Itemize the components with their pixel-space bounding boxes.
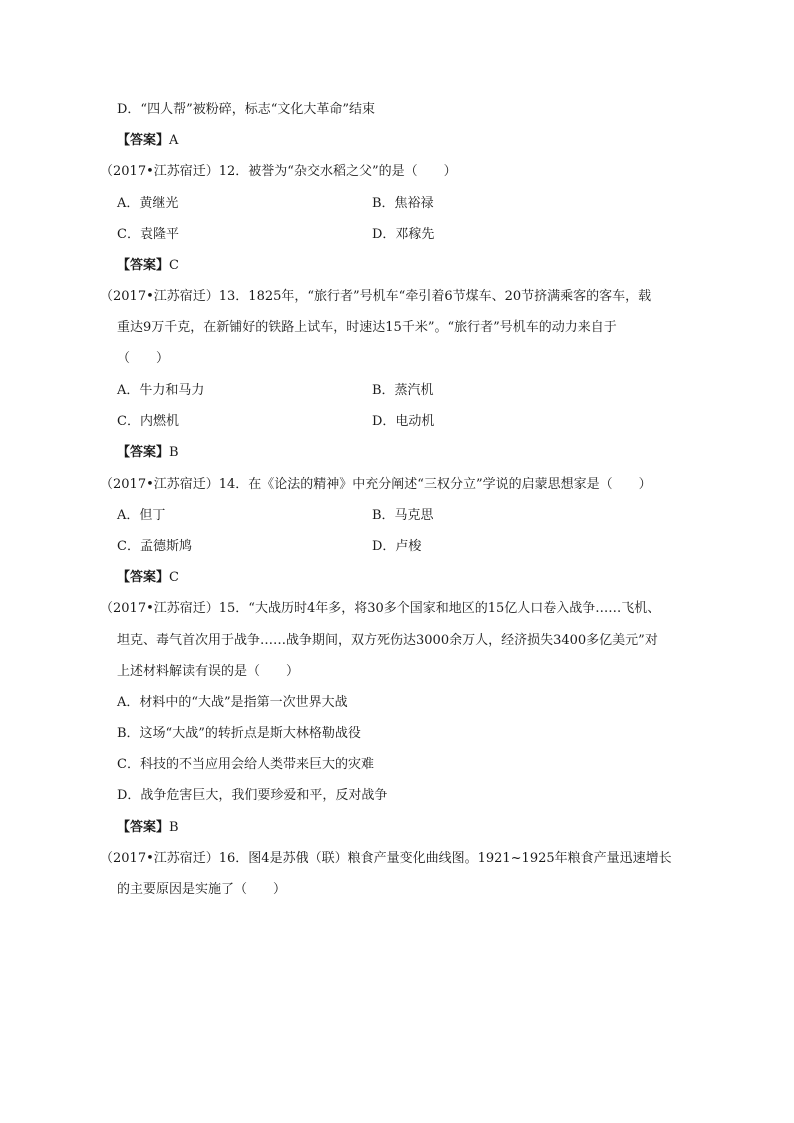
q13-option-c: C．内燃机 (117, 414, 179, 429)
q15-option-c: C．科技的不当应用会给人类带来巨大的灾难 (117, 757, 374, 772)
q12-option-d: D．邓稼先 (372, 227, 435, 242)
answer-value: C (169, 570, 179, 585)
q14-option-b: B．马克思 (372, 508, 434, 523)
q15-stem-line2: 坦克、毒气首次用于战争……战争期间，双方死伤达3000余万人，经济损失3400多亿美元”对 (117, 633, 658, 648)
q14-option-d: D．卢梭 (372, 539, 422, 554)
q12-option-c: C．袁隆平 (117, 227, 179, 242)
q13-answer (117, 444, 179, 462)
prev-option-d: D．“四人帮”被粉碎，标志“文化大革命”结束 (117, 102, 376, 117)
prev-answer (117, 132, 178, 150)
answer-label: 【答案】 (117, 133, 170, 148)
q12-stem: （2017•江苏宿迁）12．被誉为“杂交水稻之父”的是（ ） (100, 164, 457, 179)
q15-option-b: B．这场“大战”的转折点是斯大林格勒战役 (117, 726, 361, 741)
q13-stem: （2017•江苏宿迁）13．1825年，“旅行者”号机车“牵引着6节煤车、20节挤满乘客的客车，载 (100, 289, 652, 304)
answer-value: C (169, 258, 179, 273)
q14-stem: （2017•江苏宿迁）14．在《论法的精神》中充分阐述“三权分立”学说的启蒙思想家是（ ） (100, 477, 652, 492)
answer-value: B (169, 820, 179, 835)
answer-value: A (169, 133, 179, 148)
q12-option-a: A．黄继光 (117, 196, 179, 211)
q13-option-d: D．电动机 (372, 414, 435, 429)
q13-option-a: A．牛力和马力 (117, 383, 205, 398)
q15-answer (117, 819, 179, 837)
q15-option-a: A．材料中的“大战”是指第一次世界大战 (117, 695, 348, 710)
q15-stem-line3: 上述材料解读有误的是（ ） (117, 664, 300, 679)
answer-label: 【答案】 (117, 820, 170, 835)
q16-stem: （2017•江苏宿迁）16．图4是苏俄（联）粮食产量变化曲线图。1921~1925年粮食产量迅速增长 (100, 851, 672, 866)
q15-option-d: D．战争危害巨大，我们要珍爱和平，反对战争 (117, 788, 388, 803)
answer-value: B (169, 445, 179, 460)
answer-label: 【答案】 (117, 570, 170, 585)
q16-stem-line2: 的主要原因是实施了（ ） (117, 882, 287, 897)
q14-answer (117, 569, 179, 587)
q15-stem: （2017•江苏宿迁）15．“大战历时4年多，将30多个国家和地区的15亿人口卷入战争……飞机、 (100, 601, 661, 616)
q14-option-a: A．但丁 (117, 508, 166, 523)
q13-option-b: B．蒸汽机 (372, 383, 434, 398)
q12-answer (117, 257, 179, 275)
q12-option-b: B．焦裕禄 (372, 196, 434, 211)
q13-stem-line2: 重达9万千克，在新铺好的铁路上试车，时速达15千米”。“旅行者”号机车的动力来自于 (117, 320, 617, 335)
answer-label: 【答案】 (117, 258, 170, 273)
q13-stem-line3: （ ） (117, 351, 170, 366)
q14-option-c: C．孟德斯鸠 (117, 539, 192, 554)
answer-label: 【答案】 (117, 445, 170, 460)
